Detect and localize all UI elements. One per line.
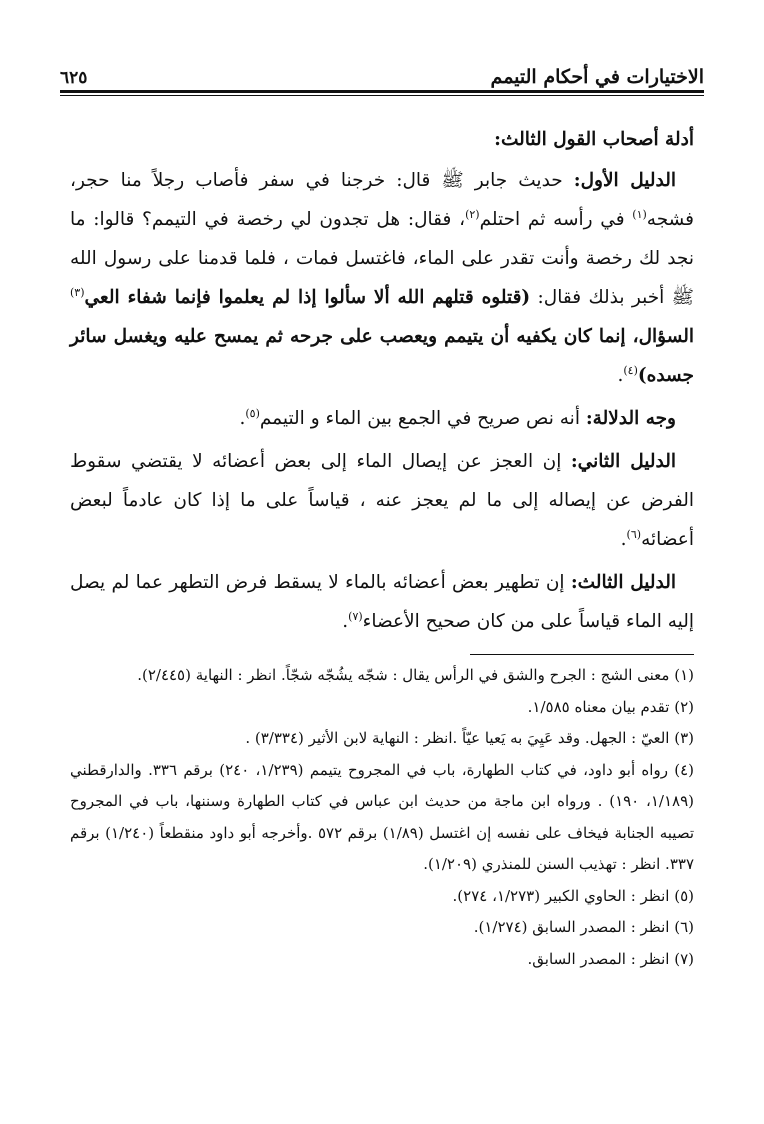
paragraph-second-evidence bbox=[70, 442, 694, 559]
footnote-ref[interactable]: (٧) bbox=[348, 609, 363, 623]
footnote-ref[interactable]: (٤) bbox=[623, 363, 638, 377]
running-title: الاختيارات في أحكام التيمم bbox=[490, 66, 704, 88]
punctuation: . bbox=[239, 408, 246, 429]
footnote-ref[interactable]: (٦) bbox=[626, 527, 642, 541]
footnote-separator bbox=[470, 654, 694, 655]
paragraph-text: إن تطهير بعض أعضائه بالماء لا يسقط فرض التطهر عما لم يصل إليه الماء قياساً على من كان صحيح الأعضاء bbox=[70, 572, 694, 632]
footnotes bbox=[70, 660, 694, 975]
footnote-5: (٥) انظر : الحاوي الكبير (١/٢٧٣، ٢٧٤). bbox=[452, 886, 694, 905]
footnote-6: (٦) انظر : المصدر السابق (١/٢٧٤). bbox=[473, 918, 694, 936]
paragraph-evidence-indication bbox=[70, 399, 694, 438]
paragraph-text: ، فقال: هل تجدون لي رخصة في التيمم؟ قالوا: ما نجد لك رخصة وأنت تقدر على الماء، فاغتسل فمات ، فلما قدمنا على رسول الله ﷺ أخبر بذلك فقال: bbox=[70, 209, 695, 308]
paragraph-first-evidence bbox=[70, 161, 694, 395]
footnote-4: (٤) رواه أبو داود، في كتاب الطهارة، باب في المجروح يتيمم (١/٢٣٩، ٢٤٠) برقم ٣٣٦. والدارقطني (١/١٨٩، ١٩٠) . ورواه ابن ماجة من حديث ابن عباس في كتاب الطهارة وسننها، باب في المجروح تصيبه الجنابة فيخاف على نفسه إن اغتسل (١/٨٩) برقم ٥٧٢ .وأخرجه أبو داود منقطعاً (١/٢٤٠) برقم ٣٣٧. انظر : تهذيب السنن للمنذري (١/٢٠٩). bbox=[70, 760, 695, 873]
punctuation: . bbox=[620, 529, 627, 550]
evidence-label: الدليل الأول: bbox=[573, 170, 676, 191]
footnote-ref[interactable]: (٥) bbox=[245, 406, 260, 420]
header-rule-thin bbox=[60, 95, 704, 96]
paragraph-text: أنه نص صريح في الجمع بين الماء و التيمم bbox=[259, 408, 586, 429]
evidence-label: وجه الدلالة: bbox=[585, 408, 676, 429]
paragraph-text: في رأسه ثم احتلم bbox=[479, 209, 633, 230]
footnote-ref[interactable]: (١) bbox=[632, 207, 647, 221]
header-rule bbox=[60, 90, 704, 93]
paragraph-text: إن العجز عن إيصال الماء إلى بعض أعضائه لا يقتضي سقوط الفرض عن إيصاله إلى ما لم يعجز عنه ، قياساً على ما إذا كان عادماً لبعض أعضائه bbox=[70, 451, 694, 550]
hadith-quote: (قتلوه قتلهم الله ألا سألوا إذا لم يعلموا فإنما شفاء العي bbox=[84, 287, 531, 308]
footnote-2: (٢) تقدم بيان معناه ١/٥٨٥. bbox=[527, 697, 694, 716]
main-text bbox=[70, 120, 694, 645]
footnote-7: (٧) انظر : المصدر السابق. bbox=[527, 949, 694, 968]
evidence-label: الدليل الثالث: bbox=[570, 572, 676, 593]
hadith-quote: السؤال، إنما كان يكفيه أن يتيمم ويعصب على جرحه ثم يمسح عليه ويغسل سائر جسده) bbox=[70, 326, 694, 386]
paragraph-text: حديث جابر ﷺ قال: خرجنا في سفر فأصاب رجلاً منا حجر، فشجه bbox=[70, 170, 694, 230]
footnote-ref[interactable]: (٣) bbox=[70, 285, 85, 299]
page-number: ٦٢٥ bbox=[60, 68, 88, 88]
running-header bbox=[60, 54, 704, 88]
evidence-label: الدليل الثاني: bbox=[570, 451, 676, 472]
footnote-3: (٣) العيّ : الجهل. وقد عَيِيَ به يَعيا عيّاً .انظر : النهاية لابن الأثير (٣/٣٣٤) . bbox=[245, 729, 694, 747]
footnote-1: (١) معنى الشج : الجرح والشق في الرأس يقال : شجّه يشُجّه شجّاً. انظر : النهاية (٢/٤٤٥). bbox=[137, 666, 694, 684]
section-heading: أدلة أصحاب القول الثالث: bbox=[494, 129, 694, 150]
punctuation: . bbox=[342, 611, 349, 632]
footnote-ref[interactable]: (٢) bbox=[465, 207, 480, 221]
punctuation: . bbox=[617, 365, 624, 386]
paragraph-third-evidence bbox=[70, 563, 694, 641]
